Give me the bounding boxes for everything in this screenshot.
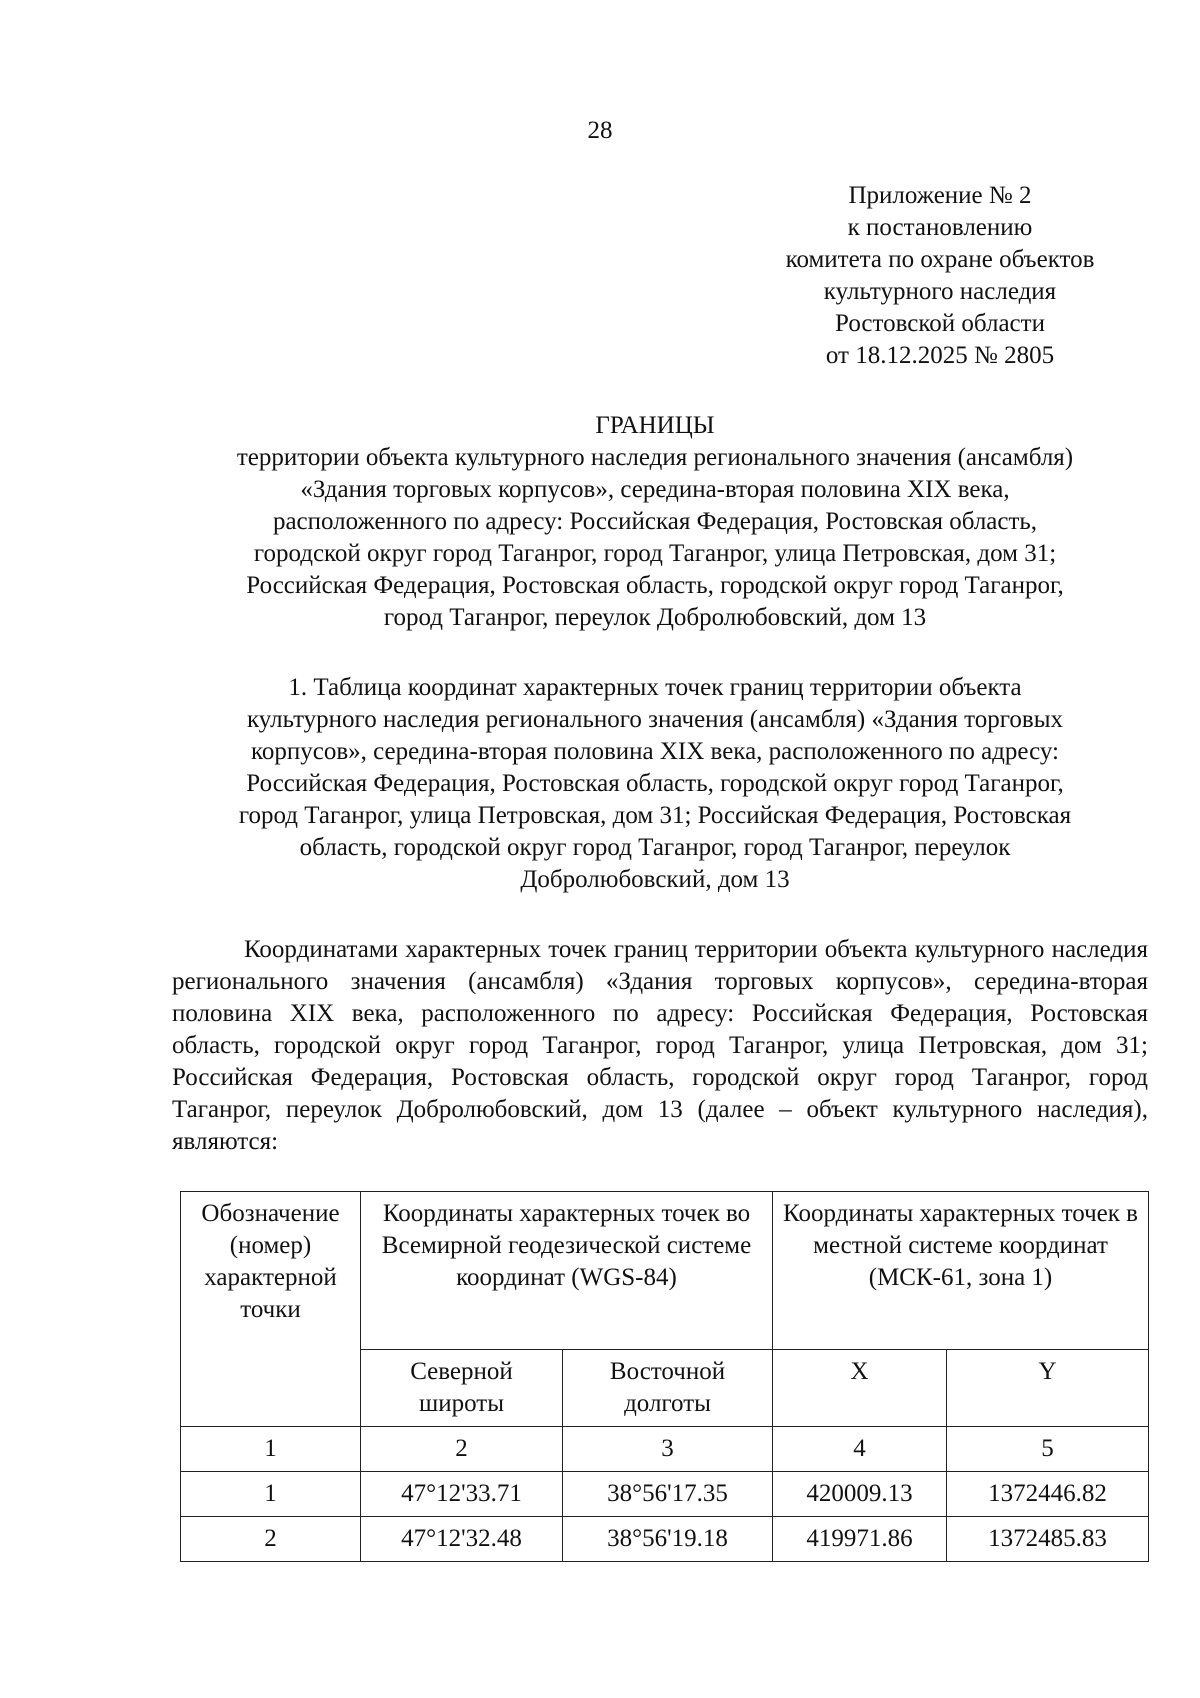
title-line: «Здания торговых корпусов», середина-вторая половина XIX века,: [300, 476, 1010, 503]
table-row: [181, 1517, 1149, 1562]
subheader-x: X: [773, 1350, 947, 1427]
subheader-north-latitude: Северной широты: [361, 1350, 563, 1427]
subheader-y: Y: [947, 1350, 1149, 1427]
column-number: 2: [361, 1427, 563, 1472]
coordinates-table: [180, 1191, 1149, 1562]
section-line: корпусов», середина-вторая половина XIX века, расположенного по адресу:: [251, 738, 1059, 765]
column-number: 3: [563, 1427, 773, 1472]
cell-y: 1372485.83: [947, 1517, 1149, 1562]
appendix-line: Ростовской области: [835, 310, 1045, 337]
cell-point-number: 1: [181, 1472, 361, 1517]
section-line: Добролюбовский, дом 13: [520, 866, 790, 893]
body-paragraph: Координатами характерных точек границ территории объекта культурного наследия регионального значения (ансамбля) «Здания торговых корпусов», середина-вторая половина XIX века, расположенного по адресу: Российская Федерация, Ростовская область, городской округ город Таганрог, город Таганрог, улица Петровская, дом 31; Российская Федерация, Ростовская область, городской округ город Таганрог, город Таганрог, переулок Добролюбовский, дом 13 (далее – объект культурного наследия), являются:: [172, 936, 1148, 1155]
table-header-row: [181, 1192, 1149, 1350]
document-title: [165, 410, 1145, 634]
section-line: область, городской округ город Таганрог, город Таганрог, переулок: [299, 834, 1011, 861]
cell-north-latitude: 47°12'32.48: [361, 1517, 563, 1562]
title-main: ГРАНИЦЫ: [595, 412, 715, 439]
title-line: город Таганрог, переулок Добролюбовский, дом 13: [383, 604, 927, 631]
cell-x: 419971.86: [773, 1517, 947, 1562]
page-number: 28: [587, 117, 613, 144]
title-line: городской округ город Таганрог, город Таганрог, улица Петровская, дом 31;: [253, 540, 1057, 567]
section-line: 1. Таблица координат характерных точек границ территории объекта: [288, 674, 1022, 701]
appendix-line: комитета по охране объектов: [785, 246, 1095, 273]
header-msk61: Координаты характерных точек в местной системе координат (МСК-61, зона 1): [773, 1192, 1149, 1350]
header-point-designation: Обозначение (номер) характерной точки: [181, 1192, 361, 1427]
column-number: 1: [181, 1427, 361, 1472]
section-line: культурного наследия регионального значения (ансамбля) «Здания торговых: [246, 706, 1064, 733]
header-wgs84: Координаты характерных точек во Всемирной геодезической системе координат (WGS-84): [361, 1192, 773, 1350]
section-line: город Таганрог, улица Петровская, дом 31; Российская Федерация, Ростовская: [238, 802, 1072, 829]
column-number: 5: [947, 1427, 1149, 1472]
section-line: Российская Федерация, Ростовская область, городской округ город Таганрог,: [246, 770, 1064, 797]
cell-east-longitude: 38°56'17.35: [563, 1472, 773, 1517]
table-row: [181, 1472, 1149, 1517]
title-line: расположенного по адресу: Российская Федерация, Ростовская область,: [272, 508, 1038, 535]
appendix-line: к постановлению: [847, 214, 1033, 241]
appendix-line: культурного наследия: [823, 278, 1057, 305]
title-line: Российская Федерация, Ростовская область, городской округ город Таганрог,: [246, 572, 1064, 599]
cell-x: 420009.13: [773, 1472, 947, 1517]
appendix-line: Приложение № 2: [848, 182, 1032, 209]
section-heading: [165, 672, 1145, 896]
column-number-row: [181, 1427, 1149, 1472]
subheader-east-longitude: Восточной долготы: [563, 1350, 773, 1427]
column-number: 4: [773, 1427, 947, 1472]
appendix-block: [720, 180, 1160, 372]
appendix-line: от 18.12.2025 № 2805: [825, 342, 1055, 369]
title-subtitle: [165, 442, 1145, 634]
cell-east-longitude: 38°56'19.18: [563, 1517, 773, 1562]
cell-y: 1372446.82: [947, 1472, 1149, 1517]
cell-north-latitude: 47°12'33.71: [361, 1472, 563, 1517]
title-line: территории объекта культурного наследия регионального значения (ансамбля): [236, 444, 1074, 471]
cell-point-number: 2: [181, 1517, 361, 1562]
